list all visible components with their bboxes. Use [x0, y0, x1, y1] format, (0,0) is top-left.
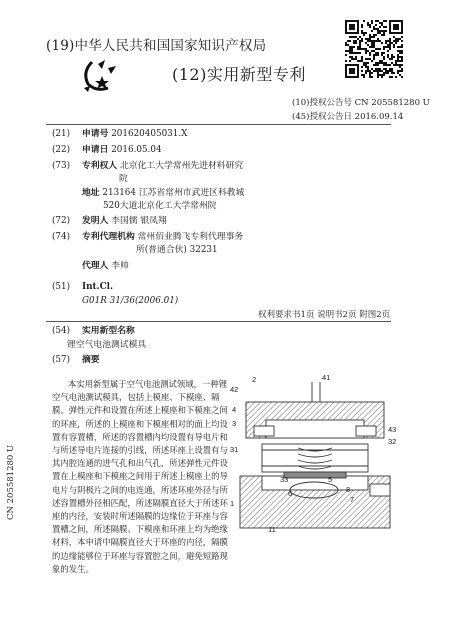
figure-label: 5 — [328, 475, 333, 484]
header-divider — [46, 124, 391, 125]
side-publication-code: CN 205581280 U — [6, 444, 16, 520]
qr-code-icon — [345, 20, 403, 78]
inid-code: (72) — [52, 216, 71, 226]
inid-code: (73) — [52, 161, 71, 171]
agency-name: 常州佰业腾飞专利代理事务 — [137, 232, 244, 242]
figure-label: 31 — [230, 445, 239, 454]
figure-label: 2 — [252, 375, 257, 384]
agent-row — [82, 259, 129, 273]
application-date-row — [52, 143, 162, 157]
field-label: 申请号 — [82, 129, 109, 139]
application-number-row — [52, 127, 187, 141]
agent-name: 李帅 — [111, 261, 129, 271]
office-name: (19)中华人民共和国国家知识产权局 — [46, 38, 267, 54]
figure-label: 7 — [350, 495, 355, 504]
ipc-classification: G01R 31/36(2006.01) — [82, 296, 179, 306]
assignee-name-cont: 院 — [119, 174, 128, 184]
figure-label: 6 — [288, 489, 293, 498]
figure-label: 8 — [346, 485, 351, 494]
publication-number-label: (10)授权公告号 — [292, 98, 352, 108]
field-label: 摘要 — [82, 355, 100, 365]
address-cont: 520大道北京化工大学常州院 — [103, 201, 217, 211]
inventor-row — [52, 214, 167, 228]
inventors: 李国儒 银凤翔 — [111, 216, 167, 226]
figure-label: 32 — [388, 437, 397, 446]
application-date: 2016.05.04 — [111, 145, 162, 155]
utility-model-title: 锂空气电池测试模具 — [67, 340, 147, 350]
inid-code: (74) — [52, 232, 71, 242]
assignee-row — [52, 159, 243, 173]
mid-divider — [46, 321, 391, 322]
abstract-text: 本实用新型属于空气电池测试领域，一种锂空气电池测试模具，包括上模座、下模座、隔膜、弹性元件和设置在所述上模座和下模座之间的环座，所述的上模座和下模座相对的面上均设置有容置槽，所述的容置槽内均设置有导电片和与所述导电片连接的引线，所述环座上设置有与其内腔连通的进气孔和出气孔，所述弹性元件设置在上模座和下模座之间用于所述上模座上的导电片与阴极片之间的电连通，所述环座外径与所述容置槽外径相匹配，所述隔膜直径大于所述环座的内径，安装时所述隔膜的边缘位于环座与容置槽之间，所述隔膜、下模座和环座上均为绝缘材料，本申请中隔膜直径大于环座的内径，隔膜的边缘能够位于环座与容置腔之间，避免短路现象的发生。 — [52, 379, 228, 574]
address: 213164 江苏省常州市武进区科教城 — [102, 188, 245, 198]
publication-date-label: (45)授权公告日 — [292, 112, 352, 122]
inid-code: (21) — [52, 129, 71, 139]
inid-code: (54) — [52, 326, 71, 336]
figure-label: 41 — [322, 373, 331, 382]
field-label: 发明人 — [82, 216, 109, 226]
figure-label: 3 — [232, 419, 237, 428]
pages-info: 权利要求书1页 说明书2页 附图2页 — [258, 310, 391, 320]
office-logo-icon — [78, 58, 122, 94]
application-number: 201620405031.X — [111, 129, 188, 139]
figure-label: 4 — [232, 405, 237, 414]
title-label-row — [52, 324, 135, 338]
figure-label: 43 — [388, 425, 397, 434]
figure-label: 11 — [268, 525, 276, 534]
ipc-row — [52, 280, 113, 294]
document-type: (12)实用新型专利 — [172, 65, 306, 84]
publication-date: 2016.09.14 — [354, 112, 404, 122]
inid-code: (57) — [52, 355, 71, 365]
field-label: Int.Cl. — [82, 282, 114, 292]
field-label: 专利代理机构 — [82, 232, 135, 242]
assignee-name: 北京化工大学常州先进材料研究 — [120, 161, 244, 171]
address-row — [82, 186, 244, 200]
field-label: 专利权人 — [82, 161, 118, 171]
agency-name-cont: 所(普通合伙) 32231 — [136, 245, 218, 255]
abstract-label-row — [52, 353, 100, 367]
publication-number-row — [292, 96, 430, 108]
abstract-drawing — [228, 372, 404, 552]
agency-row — [52, 230, 243, 244]
figure-label: 42 — [230, 385, 239, 394]
figure-label: 33 — [280, 475, 289, 484]
inid-code: (22) — [52, 145, 71, 155]
field-label: 申请日 — [82, 145, 109, 155]
field-label: 地址 — [82, 188, 100, 198]
figure-label: 1 — [230, 499, 235, 508]
publication-date-row — [292, 110, 403, 122]
field-label: 代理人 — [82, 261, 109, 271]
publication-number: CN 205581280 U — [354, 98, 430, 108]
field-label: 实用新型名称 — [82, 326, 135, 336]
inid-code: (51) — [52, 282, 71, 292]
